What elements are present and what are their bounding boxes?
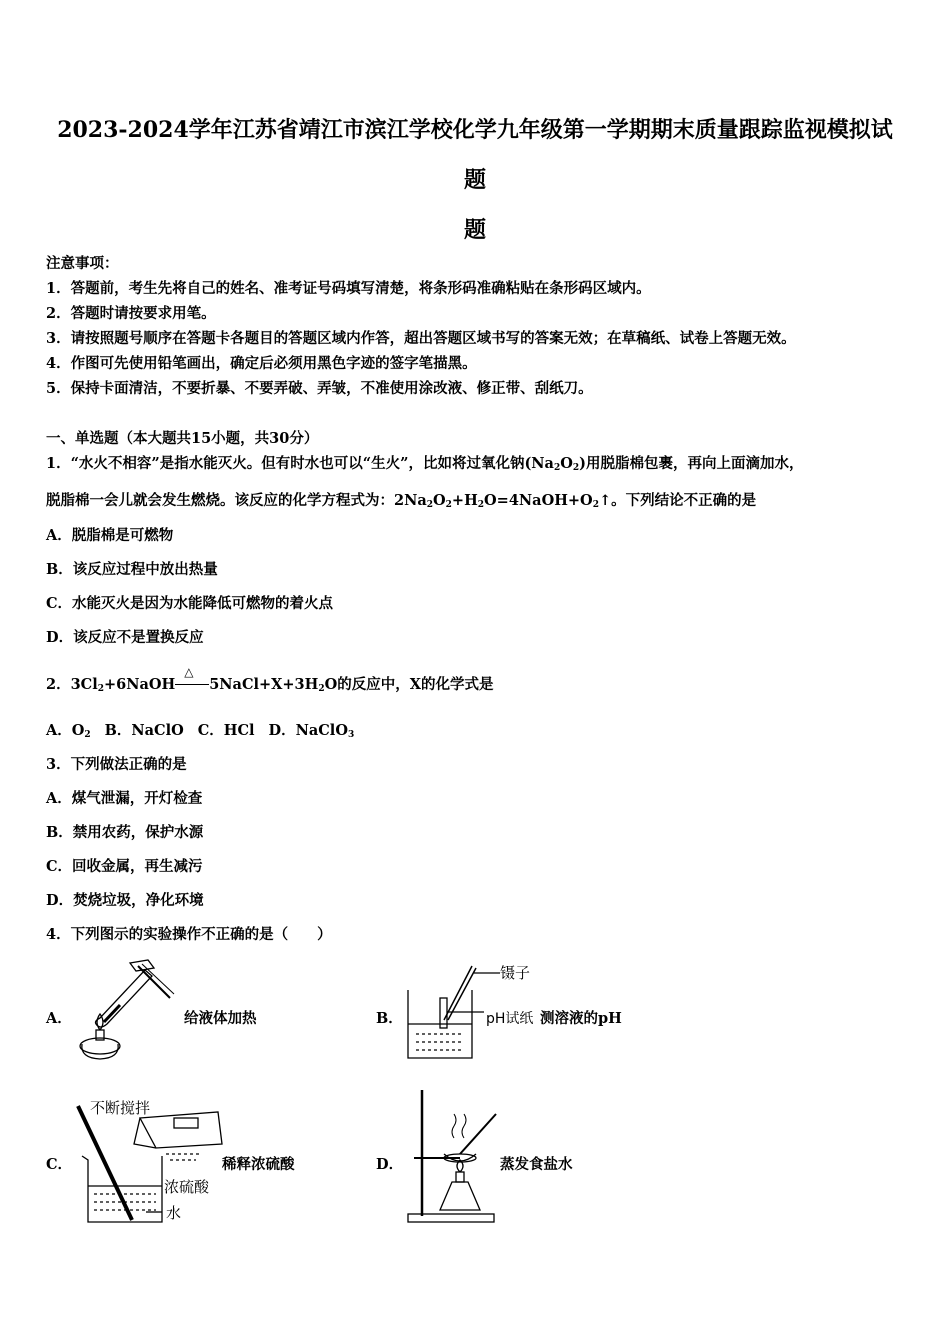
notice-heading: 注意事项： [46, 255, 119, 272]
question-2-options: A．$O_2$ B．NaClO C．HCl D．NaClO$_3$ [46, 722, 355, 740]
exam-title-continued: 题 [463, 167, 486, 193]
tweezers-label: 镊子 [500, 964, 531, 982]
question-1-option-c: C．水能灭火是因为水能降低可燃物的着火点 [46, 595, 334, 612]
question-3-option-b: B．禁用农药，保护水源 [46, 824, 204, 841]
question-3-stem: 3．下列做法正确的是 [46, 756, 187, 773]
notice-item: 1．答题前，考生先将自己的姓名、准考证号码填写清楚，将条形码准确粘贴在条形码区域内。 [46, 280, 651, 297]
notice-item: 3．请按照题号顺序在答题卡各题目的答题区域内作答，超出答题区域书写的答案无效；在草稿纸、试卷上答题无效。 [46, 330, 796, 347]
option-d-caption: 蒸发食盐水 [500, 1156, 573, 1173]
sulfuric-acid-label: 浓硫酸 [164, 1178, 210, 1196]
section-heading: 一、单选题（本大题共15小题，共30分） [46, 430, 319, 447]
stir-label: 不断搅拌 [90, 1099, 151, 1117]
question-1-option-a: A．脱脂棉是可燃物 [46, 527, 174, 544]
heating-liquid-figure [70, 958, 180, 1063]
option-a-caption: 给液体加热 [184, 1010, 257, 1027]
question-3-option-a: A．煤气泄漏，开灯检查 [46, 790, 203, 807]
exam-title: 2023-2024学年江苏省靖江市滨江学校化学九年级第一学期期末质量跟踪监视模拟试 [57, 117, 893, 143]
question-2-stem: 2．$3Cl_2+6NaOH$ △ $5NaCl+X+3H_2O$的反应中，X的化学式是 [46, 665, 494, 694]
water-label: 水 [166, 1204, 182, 1222]
ph-paper-label: pH试纸 [486, 1011, 534, 1027]
question-1-option-d: D．该反应不是置换反应 [46, 629, 204, 646]
option-d-letter: D． [376, 1156, 404, 1173]
question-1-stem-line1: 1．“水火不相容”是指水能灭火。但有时水也可以“生火”，比如将过氧化钠$(Na_2O_2)$用脱脂棉包裹，再向上面滴加水， [46, 455, 804, 473]
exam-title-repeat: 题 [463, 217, 486, 243]
question-3-option-d: D．焚烧垃圾，净化环境 [46, 892, 204, 909]
question-1-stem-line2: 脱脂棉一会儿就会发生燃烧。该反应的化学方程式为：$2Na_2O_2+H_2O=4NaOH+O_2↑$。下列结论不正确的是 [46, 492, 757, 510]
question-4-stem: 4．下列图示的实验操作不正确的是（ ） [46, 926, 332, 943]
notice-item: 5．保持卡面清洁，不要折暴、不要弄破、弄皱，不准使用涂改液、修正带、刮纸刀。 [46, 380, 593, 397]
evaporation-figure [404, 1088, 500, 1224]
question-1-option-b: B．该反应过程中放出热量 [46, 561, 218, 578]
option-b-letter: B． [376, 1010, 403, 1027]
question-3-option-c: C．回收金属，再生减污 [46, 858, 203, 875]
option-c-letter: C． [46, 1156, 73, 1173]
heating-condition: △ [184, 665, 194, 679]
notice-item: 4．作图可先使用铅笔画出，确定后必须用黑色字迹的签字笔描黑。 [46, 355, 477, 372]
option-c-caption: 稀释浓硫酸 [222, 1156, 295, 1173]
option-a-letter: A． [46, 1010, 72, 1027]
option-b-caption: 测溶液的pH [540, 1010, 622, 1027]
notice-item: 2．答题时请按要求用笔。 [46, 305, 216, 322]
